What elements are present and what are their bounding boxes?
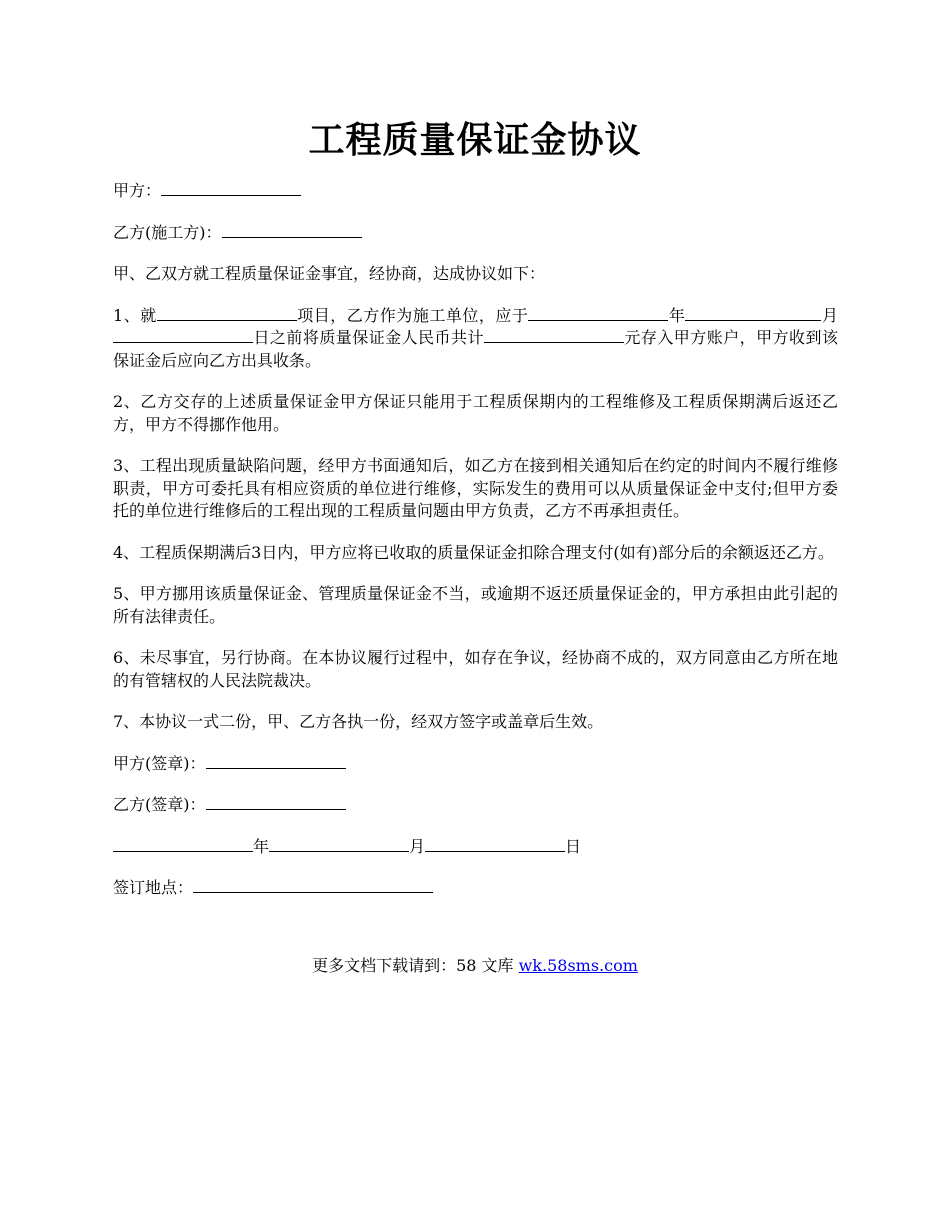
footer-link[interactable]: wk.58sms.com	[518, 956, 638, 975]
sign-a-label: 甲方(签章)：	[113, 753, 206, 773]
day-label: 日	[565, 836, 582, 856]
sign-b-label: 乙方(签章)：	[113, 795, 206, 814]
party-a-line	[113, 180, 838, 203]
intro-paragraph: 甲、乙双方就工程质量保证金事宜，经协商，达成协议如下：	[113, 264, 546, 283]
clause-1-text: 日之前将质量保证金人民币共计	[253, 328, 484, 347]
amount-blank	[484, 327, 624, 343]
party-a-blank	[161, 180, 301, 196]
clause-1-text: 元存入甲方账户，甲方收到该保证金后应向乙方出具收条。	[113, 328, 838, 370]
clause-7: 7、本协议一式二份，甲、乙方各执一份，经双方签字或盖章后生效。	[113, 712, 604, 731]
day-blank	[425, 836, 565, 852]
month-label: 月	[409, 836, 426, 856]
project-blank	[157, 305, 297, 321]
footer	[0, 953, 950, 976]
date-line	[113, 836, 838, 859]
month-blank-cont	[803, 305, 821, 321]
footer-text: 更多文档下载请到：58 文库	[312, 956, 519, 975]
clause-2: 2、乙方交存的上述质量保证金甲方保证只能用于工程质保期内的工程维修及工程质保期满后返还乙方，甲方不得挪作他用。	[113, 392, 838, 434]
sign-b-blank	[206, 794, 346, 810]
clause-1-text: 年	[668, 305, 686, 325]
clause-3: 3、工程出现质量缺陷问题，经甲方书面通知后，如乙方在接到相关通知后在约定的时间内不履行维修职责，甲方可委托具有相应资质的单位进行维修，实际发生的费用可以从质量保证金中支付;但甲方委托的单位进行维修后的工程出现的工程质量问题由甲方负责，乙方不再承担责任。	[113, 456, 838, 520]
year-blank	[113, 836, 253, 852]
sign-a-blank	[206, 753, 346, 769]
clause-5: 5、甲方挪用该质量保证金、管理质量保证金不当，或逾期不返还质量保证金的，甲方承担由此引起的所有法律责任。	[113, 584, 838, 626]
place-line	[113, 877, 838, 900]
place-blank	[193, 877, 433, 893]
party-a-label: 甲方：	[113, 181, 162, 200]
place-label: 签订地点：	[113, 878, 194, 897]
clause-4: 4、工程质保期满后3日内，甲方应将已收取的质量保证金扣除合理支付(如有)部分后的余额返还乙方。	[113, 542, 834, 562]
sign-b-line	[113, 794, 838, 817]
document-body	[113, 180, 838, 919]
year-label: 年	[253, 836, 270, 856]
month-blank	[269, 836, 409, 852]
clause-6: 6、未尽事宜，另行协商。在本协议履行过程中，如存在争议，经协商不成的，双方同意由乙方所在地的有管辖权的人民法院裁决。	[113, 648, 838, 690]
clause-1-text: 项目，乙方作为施工单位，应于	[296, 305, 529, 325]
party-b-blank	[222, 222, 362, 238]
month-blank	[685, 305, 803, 321]
clause-1-text: 1、就	[113, 305, 157, 325]
party-b-line	[113, 222, 838, 245]
document-title: 工程质量保证金协议	[308, 119, 642, 161]
clause-1-text: 月	[821, 305, 838, 325]
clause-1	[113, 305, 838, 373]
sign-a-line	[113, 753, 838, 776]
date-blank	[528, 305, 668, 321]
party-b-label: 乙方(施工方)：	[113, 222, 222, 242]
day-blank	[113, 327, 253, 343]
